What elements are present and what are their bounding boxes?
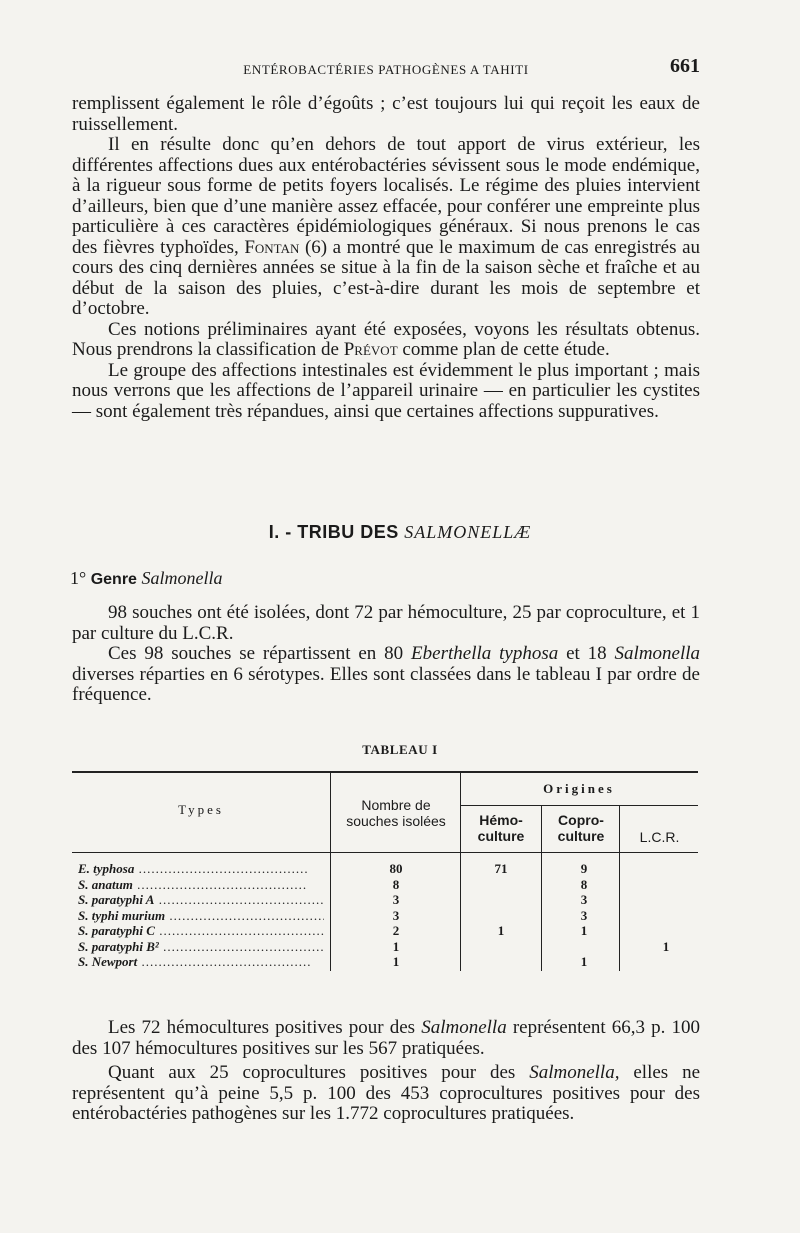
species-name: Salmonella, (529, 1062, 620, 1083)
row-coproculture: 3 (580, 907, 588, 923)
species-name: Salmonella (421, 1017, 507, 1038)
row-count: 2 (392, 923, 400, 938)
row-count: 3 (392, 892, 400, 907)
running-title: ENTÉROBACTÉRIES PATHOGÈNES A TAHITI (243, 62, 529, 77)
row-lcr: 1 (662, 938, 670, 954)
genus-name: Salmonella (141, 568, 223, 588)
table-row (78, 923, 698, 939)
genus-number: 1° (70, 568, 87, 588)
row-type: S. anatum ..... (78, 877, 324, 893)
section-prefix: I. - TRIBU DES (268, 522, 399, 542)
row-count: 1 (392, 954, 400, 969)
row-count: 3 (392, 907, 400, 923)
table-row (78, 861, 698, 877)
genus-label: Genre (90, 571, 137, 588)
row-coproculture: 1 (580, 923, 588, 938)
row-coproculture: 3 (580, 892, 588, 907)
header-lcr: L.C.R. (639, 829, 680, 845)
author-name: Fontan (244, 236, 300, 258)
text-run: comme plan de cette étude. (402, 339, 610, 360)
paragraph (72, 1018, 700, 1059)
page-number: 661 (670, 55, 700, 77)
text-run: représentent 66,3 p. 100 des 107 hémocultures positives sur les 567 pratiquées. (72, 1017, 701, 1059)
section-title (0, 522, 800, 543)
header-origins: Origines (543, 781, 615, 796)
text-run: Ces notions préliminaires ayant été exposées, voyons les résultats obtenus. Nous prendrons la classification de (72, 318, 700, 360)
text-run: Quant aux 25 coprocultures positives pour des (108, 1062, 516, 1083)
row-type: S. Newport ..... (78, 954, 324, 970)
text-run: et 18 (566, 643, 607, 664)
author-name: Prévot (343, 339, 398, 360)
text-run: diverses réparties en 6 sérotypes. Elles sont classées dans le tableau I par ordre de fréquence. (72, 663, 700, 705)
row-type: S. paratyphi C ..... (78, 923, 324, 939)
text-run: elles ne représentent qu’à peine 5,5 p. 100 des 453 coprocultures positives pour des entérobactéries pathogènes sur les 1.772 coprocultures pratiquées. (72, 1062, 700, 1124)
paragraph: Le groupe des affections intestinales est évidemment le plus important ; mais nous verrons que les affections de l’appareil urinaire — en particulier les cystites — sont également très répandues, ainsi que certaines affections suppuratives. (72, 359, 700, 422)
row-type: S. typhi murium ..... (78, 908, 324, 924)
text-run: (6) a montré que le maximum de cas enregistrés au cours des cinq dernières années se situe à la fin de la saison sèche et fraîche et au début de la saison des pluies, c’est-à-dire durant les mois de septembre et d’octobre. (72, 236, 701, 319)
row-coproculture: 9 (580, 861, 588, 876)
paragraph: remplissent également le rôle d’égoûts ; c’est toujours lui qui reçoit les eaux de ruissellement. (72, 93, 700, 135)
row-count: 80 (389, 861, 403, 876)
table-row (78, 877, 698, 893)
paragraph (72, 644, 700, 706)
table-row (78, 908, 698, 924)
header-coproculture: Copro-culture (557, 812, 605, 844)
paragraph (72, 320, 700, 361)
running-head (72, 55, 700, 81)
row-hemoculture: 71 (494, 861, 508, 876)
row-count: 1 (392, 938, 400, 954)
table-row (78, 892, 698, 908)
intro-text (72, 94, 700, 422)
conclusion-text (72, 1018, 700, 1125)
table-top-rule (72, 771, 698, 773)
paragraph: 98 souches ont été isolées, dont 72 par hémoculture, 25 par coproculture, et 1 par culture du L.C.R. (72, 602, 700, 644)
row-hemoculture: 1 (497, 923, 505, 938)
row-count: 8 (392, 876, 400, 892)
header-count: Nombre de souches isolées (346, 797, 446, 829)
header-bottom-rule (72, 852, 698, 853)
species-name: Salmonella (614, 643, 701, 664)
table-row (78, 939, 698, 955)
text-run: Ces 98 souches se répartissent en 80 (108, 643, 404, 664)
section-name: SALMONELLÆ (404, 522, 532, 542)
text-run: Les 72 hémocultures positives pour des (108, 1017, 416, 1038)
text-run: Il en résulte donc qu’en dehors de tout apport de virus extérieur, les différentes affections dues aux entérobactéries sévissent sous le mode endémique, à la rigueur sous forme de petits foyers localisés. Le régime des pluies intervient d’ailleurs, bien que d’une manière assez effacée, pour conférer une empreinte plus particulière à ces caractères épidémiologiques généraux. Si nous prenons le cas des fièvres typhoïdes, (72, 134, 700, 258)
paragraph (72, 1063, 700, 1125)
row-type: S. paratyphi B² ..... (78, 939, 324, 955)
salmonella-text (72, 603, 700, 706)
header-hemoculture: Hémo-culture (477, 812, 525, 844)
origins-rule (460, 805, 698, 806)
species-name: Eberthella typhosa (411, 643, 559, 664)
row-coproculture: 8 (580, 876, 588, 892)
table-row (78, 954, 698, 970)
row-coproculture: 1 (580, 954, 588, 969)
row-type: E. typhosa ..... (78, 861, 324, 877)
table-caption: TABLEAU I (362, 742, 438, 757)
genus-heading (70, 568, 222, 589)
row-type: S. paratyphi A ..... (78, 892, 324, 908)
paragraph (72, 135, 700, 320)
header-types: Types (178, 802, 224, 817)
